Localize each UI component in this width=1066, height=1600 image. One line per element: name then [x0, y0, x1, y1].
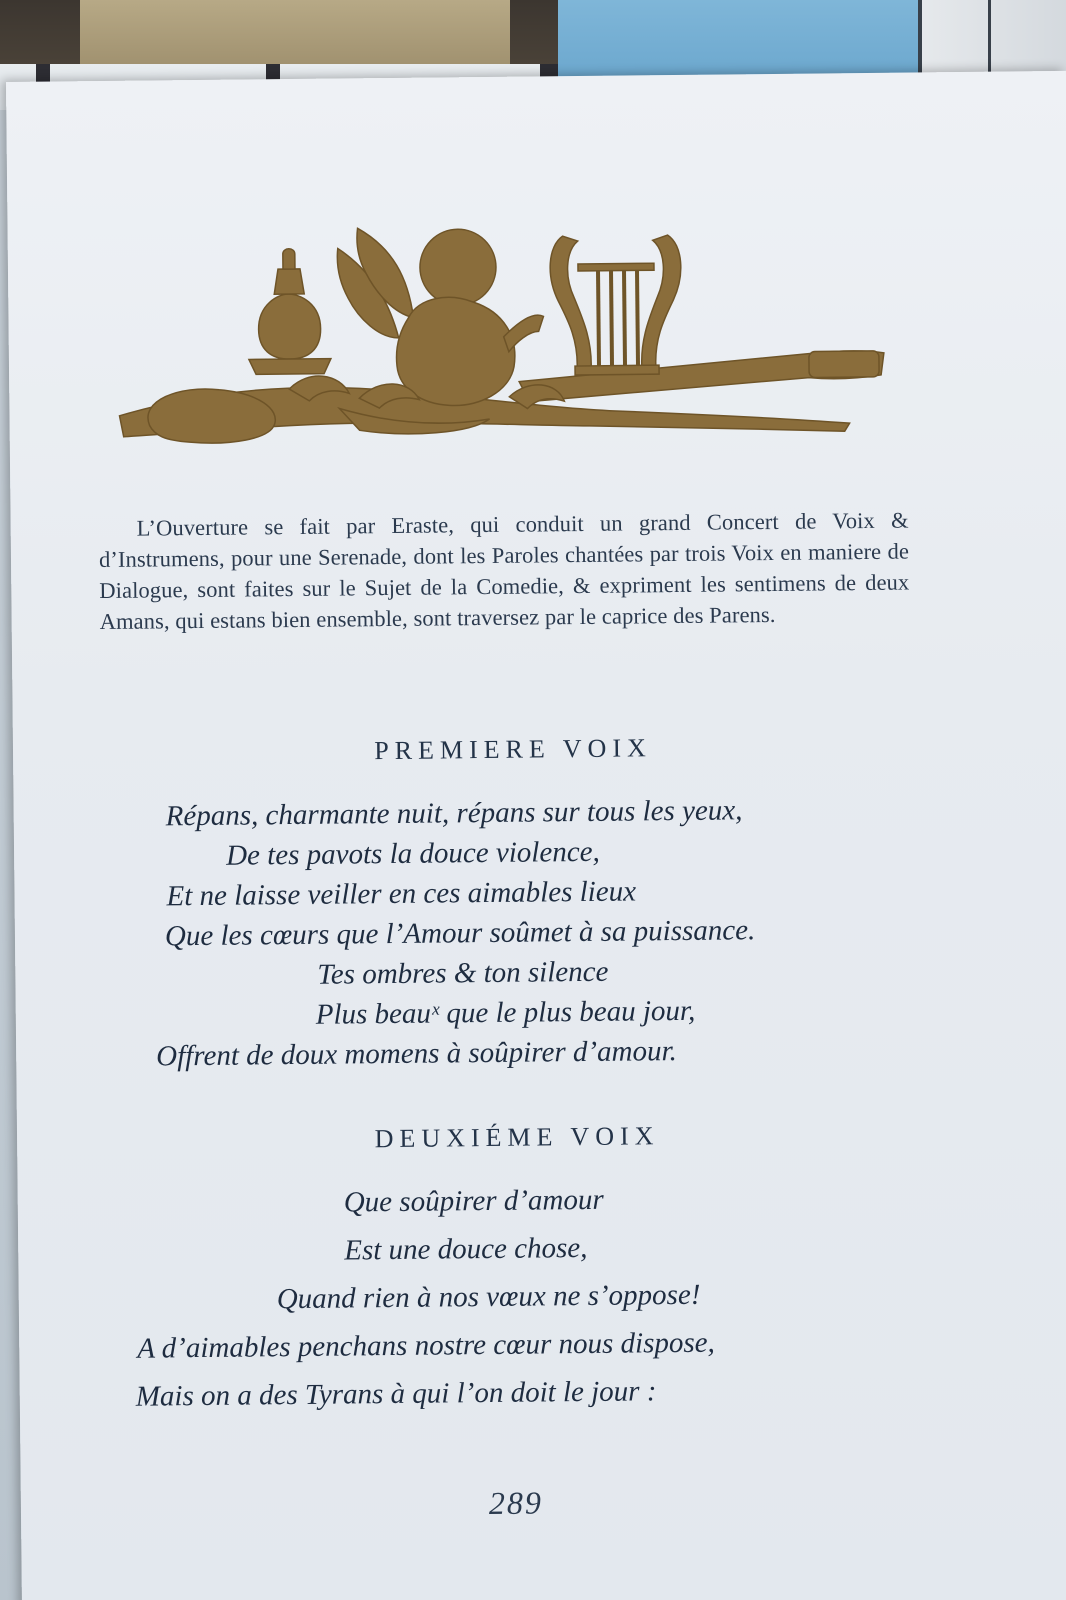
- verse-line: A d’aimables penchans nostre cœur nous dispose,: [137, 1326, 715, 1365]
- page-number: 289: [488, 1484, 544, 1522]
- verse-line: Est une douce chose,: [344, 1231, 588, 1267]
- verse-line: De tes pavots la douce violence,: [225, 835, 600, 872]
- verse-line: Que soûpirer d’amour: [343, 1183, 604, 1219]
- verse-line: Que les cœurs que l’Amour soûmet à sa puissance.: [164, 914, 756, 953]
- introduction-paragraph: [99, 505, 910, 637]
- verse-line: Mais on a des Tyrans à qui l’on doit le jour :: [135, 1375, 657, 1413]
- verse-line: Tes ombres & ton silence: [317, 955, 609, 991]
- verse-line: Plus beauˣ que le plus beau jour,: [315, 994, 696, 1031]
- background-book: [80, 0, 510, 67]
- verse-line: Quand rien à nos vœux ne s’oppose!: [276, 1278, 701, 1316]
- verse-line: Répans, charmante nuit, répans sur tous les yeux,: [165, 794, 743, 833]
- intro-text: L’Ouverture se fait par Eraste, qui conduit un grand Concert de Voix & d’Instrumens, pour une Serenade, dont les Paroles chantées par trois Voix en maniere de Dialogue, sont faites sur le Sujet de la Comedie, & expriment les sentimens de deux Amans, qui estans bien ensemble, sont traversez par le caprice des Parens.: [98, 507, 910, 635]
- book-page: [6, 71, 1066, 1600]
- section-title-premiere-voix: PREMIERE VOIX: [374, 733, 652, 766]
- section-title-deuxieme-voix: DEUXIÉME VOIX: [374, 1121, 660, 1154]
- cherub-lyre-ornament-icon: [107, 203, 889, 451]
- verse-line: Et ne laisse veiller en ces aimables lieux: [166, 875, 637, 913]
- verse-line: Offrent de doux momens à soûpirer d’amour.: [156, 1035, 677, 1073]
